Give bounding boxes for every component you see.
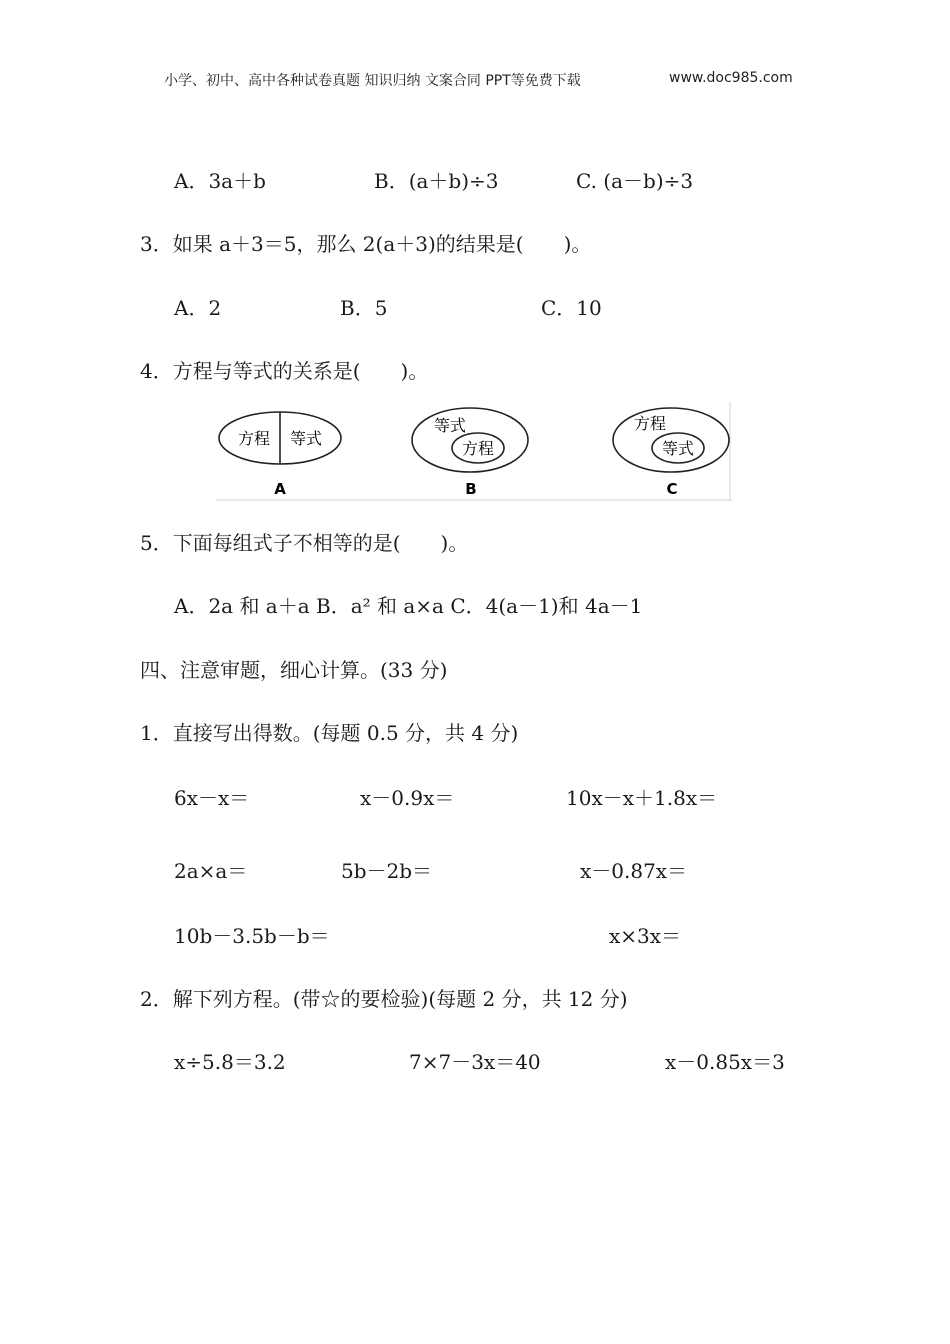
q3-stem: 3．如果 a＋3＝5，那么 2(a＋3)的结果是( )。: [140, 232, 592, 256]
diagram-c-inner-label: 等式: [661, 439, 695, 458]
diagram-a-left-label: 方程: [237, 429, 271, 448]
diagram-b-inner-label: 方程: [461, 439, 495, 458]
diagram-a-caption: A: [274, 480, 286, 498]
calc-item: 6x－x＝: [174, 786, 250, 810]
set-relation-diagram: [216, 402, 732, 502]
equation-item: x－0.85x＝3: [665, 1050, 785, 1074]
q5-options: A．2a 和 a＋a B．a² 和 a×a C．4(a－1)和 4a－1: [174, 594, 643, 618]
q4-stem: 4．方程与等式的关系是( )。: [140, 359, 429, 383]
section-4-title: 四、注意审题，细心计算。(33 分): [140, 658, 448, 682]
q2-option-c: C. (a－b)÷3: [576, 169, 694, 193]
calc-item: 10x－x＋1.8x＝: [566, 786, 718, 810]
q3-option-c: C．10: [541, 296, 602, 320]
diagram-c-outer-label: 方程: [633, 414, 667, 433]
calc-item: x－0.87x＝: [580, 859, 688, 883]
diagram-c-caption: C: [666, 480, 678, 498]
diagram-a-right-label: 等式: [289, 429, 323, 448]
calc-item: 10b－3.5b－b＝: [174, 924, 330, 948]
equation-item: 7×7－3x＝40: [409, 1050, 541, 1074]
diagram-b-outer-label: 等式: [433, 416, 467, 435]
diagram-option-a: [219, 412, 341, 498]
q3-option-b: B．5: [340, 296, 388, 320]
diagram-option-b: [412, 408, 528, 498]
calc-item: 5b－2b＝: [341, 859, 433, 883]
calc-item: 2a×a＝: [174, 859, 248, 883]
q2-option-b: B．(a＋b)÷3: [374, 169, 499, 193]
s4-q2-stem: 2．解下列方程。(带☆的要检验)(每题 2 分，共 12 分): [140, 987, 628, 1011]
q2-option-a: A．3a＋b: [174, 169, 266, 193]
header-left-text: 小学、初中、高中各种试卷真题 知识归纳 文案合同 PPT等免费下载: [164, 73, 581, 89]
s4-q1-stem: 1．直接写出得数。(每题 0.5 分，共 4 分): [140, 721, 519, 745]
calc-item: x－0.9x＝: [360, 786, 455, 810]
header-url: www.doc985.com: [669, 70, 793, 86]
diagram-option-c: [613, 408, 729, 498]
equation-item: x÷5.8＝3.2: [174, 1050, 286, 1074]
calc-item: x×3x＝: [609, 924, 682, 948]
q5-stem: 5．下面每组式子不相等的是( )。: [140, 531, 469, 555]
q3-option-a: A．2: [174, 296, 222, 320]
diagram-b-caption: B: [465, 480, 477, 498]
